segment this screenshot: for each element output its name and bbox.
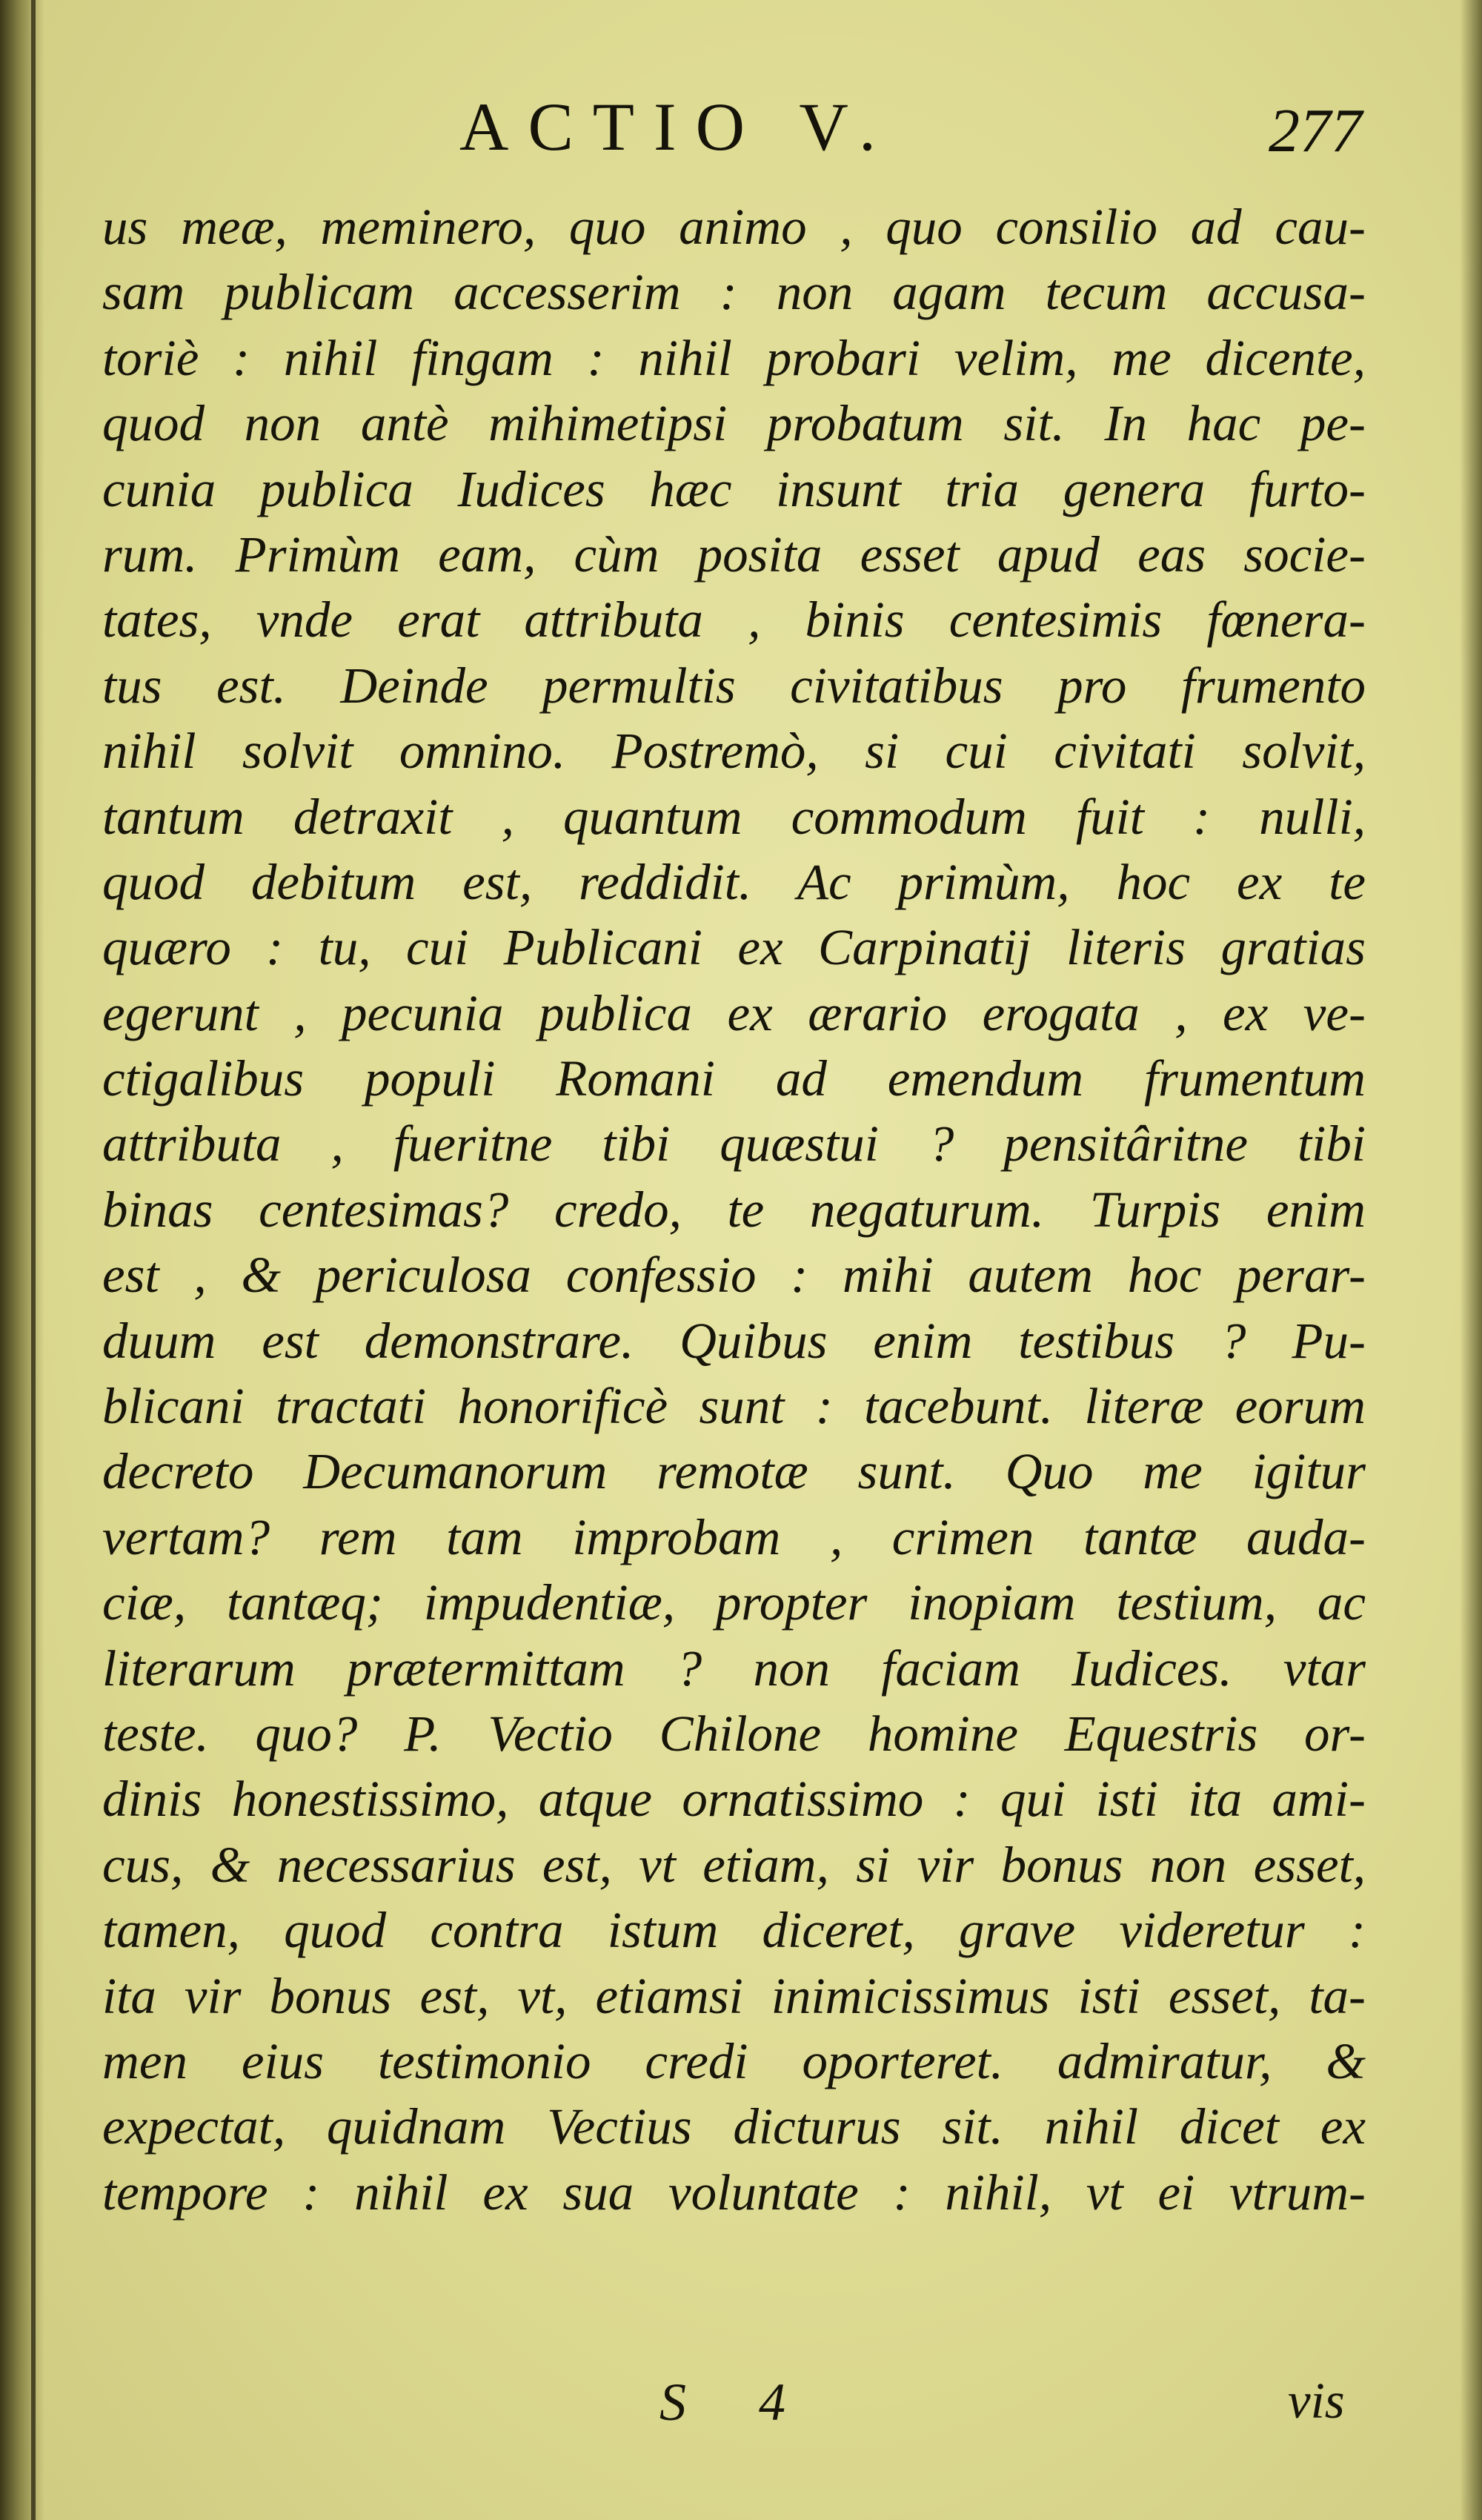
- text-line: decreto Decumanorum remotæ sunt. Quo me igitur: [102, 1443, 1366, 1500]
- text-line: attributa , fueritne tibi quæstui ? pensitâritne tibi: [102, 1115, 1366, 1173]
- text-line: literarum prætermittam ? non faciam Iudices. vtar: [102, 1639, 1366, 1697]
- text-line: dinis honestissimo, atque ornatissimo : qui isti ita ami-: [102, 1771, 1366, 1828]
- page-number: 277: [1269, 96, 1362, 165]
- text-line: duum est demonstrare. Quibus enim testibus ? Pu-: [102, 1312, 1366, 1369]
- text-line: toriè : nihil fingam : nihil probari velim, me dicente,: [102, 329, 1366, 386]
- text-line: nihil solvit omnino. Postremò, si cui civitati solvit,: [102, 723, 1366, 780]
- text-line: ita vir bonus est, vt, etiamsi inimicissimus isti esset, ta-: [102, 1967, 1366, 2024]
- text-line: tamen, quod contra istum diceret, grave videretur :: [102, 1902, 1366, 1959]
- text-line: cus, & necessarius est, vt etiam, si vir bonus non esset,: [102, 1836, 1366, 1893]
- running-head-title: ACTIO V.: [459, 89, 895, 165]
- gutter-shadow: [0, 0, 44, 2520]
- text-line: tates, vnde erat attributa , binis centesimis fœnera-: [102, 591, 1366, 649]
- text-line: egerunt , pecunia publica ex ærario erogata , ex ve-: [102, 984, 1366, 1041]
- text-line: blicani tractati honorificè sunt : tacebunt. literæ eorum: [102, 1378, 1366, 1435]
- text-line: rum. Primùm eam, cùm posita esset apud eas socie-: [102, 525, 1366, 583]
- text-line: tempore : nihil ex sua voluntate : nihil, vt ei vtrum-: [102, 2163, 1366, 2221]
- text-line: teste. quo? P. Vectio Chilone homine Equestris or-: [102, 1705, 1366, 1762]
- text-line: binas centesimas? credo, te negaturum. Turpis enim: [102, 1181, 1366, 1238]
- text-line: ctigalibus populi Romani ad emendum frumentum: [102, 1050, 1366, 1107]
- text-line: us meæ, meminero, quo animo , quo consilio ad cau-: [102, 199, 1366, 255]
- text-line: tantum detraxit , quantum commodum fuit : nulli,: [102, 788, 1366, 845]
- text-line: est , & periculosa confessio : mihi autem hoc perar-: [102, 1247, 1366, 1304]
- text-line: cunia publica Iudices hæc insunt tria genera furto-: [102, 460, 1366, 517]
- body-text: [102, 194, 1366, 2225]
- text-line: expectat, quidnam Vectius dicturus sit. nihil dicet ex: [102, 2098, 1366, 2155]
- gutter-line: [31, 0, 36, 2520]
- text-line: men eius testimonio credi oporteret. admiratur, &: [102, 2032, 1366, 2089]
- page-edge-shadow: [1460, 0, 1482, 2520]
- signature-mark: S 4: [659, 2373, 815, 2432]
- text-line: sam publicam accesserim : non agam tecum accusa-: [102, 264, 1366, 321]
- text-line: ciæ, tantæq; impudentiæ, propter inopiam testium, ac: [102, 1574, 1366, 1631]
- text-line: quod debitum est, reddidit. Ac primùm, hoc ex te: [102, 853, 1366, 910]
- catchword: vis: [1288, 2373, 1345, 2429]
- text-line: tus est. Deinde permultis civitatibus pro frumento: [102, 657, 1366, 714]
- page-footer: [0, 2372, 1482, 2453]
- running-head: [0, 87, 1482, 176]
- text-line: quod non antè mihimetipsi probatum sit. In hac pe-: [102, 395, 1366, 452]
- text-line: vertam? rem tam improbam , crimen tantæ auda-: [102, 1508, 1366, 1565]
- text-line: quæro : tu, cui Publicani ex Carpinatij literis gratias: [102, 919, 1366, 976]
